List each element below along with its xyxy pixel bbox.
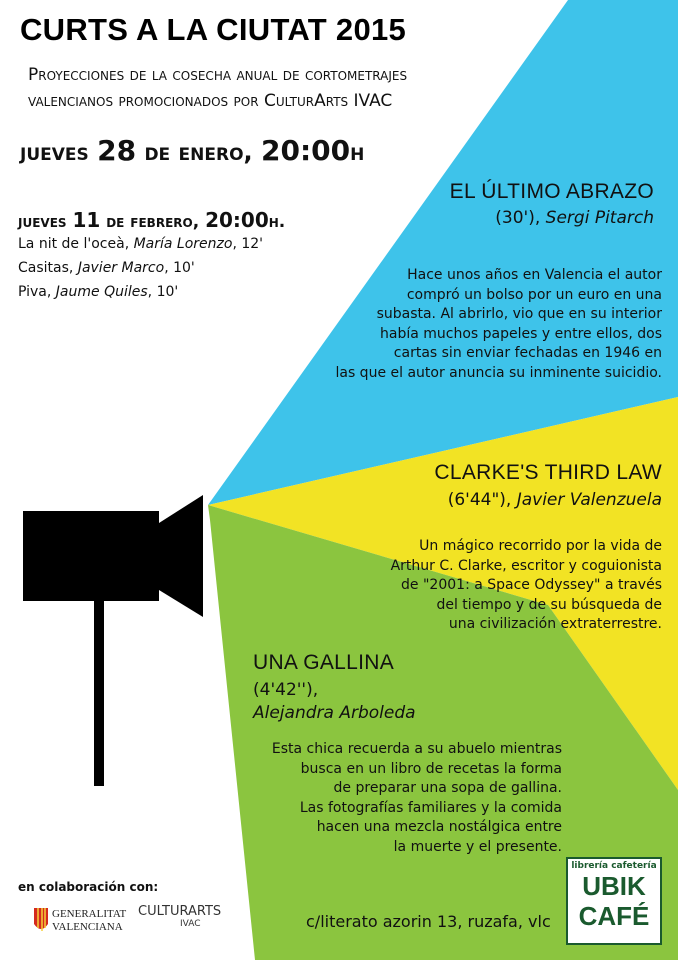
film-3-duration: (4'42''), <box>253 680 319 700</box>
film-duration: , 10' <box>147 284 179 300</box>
film-3-title: UNA GALLINA <box>253 651 395 674</box>
ubik-cafe-logo <box>566 857 662 945</box>
session-1-time: 20:00 <box>261 134 351 167</box>
film-title: Piva <box>18 284 47 300</box>
film-duration: , 12' <box>232 236 264 252</box>
session-2-film-3 <box>18 284 178 300</box>
separator: , <box>46 284 56 300</box>
film-1-description <box>335 266 662 384</box>
film-director: Jaume Quiles <box>55 284 148 300</box>
description-line: hacen una mezcla nostálgica entre <box>316 819 562 836</box>
logo-ca-line-2: IVAC <box>180 919 201 929</box>
camera-icon <box>23 495 203 786</box>
description-line: Un mágico recorrido por la vida de <box>419 538 662 554</box>
page-title: CURTS A LA CIUTAT 2015 <box>20 12 407 47</box>
generalitat-valenciana-logo <box>30 902 126 942</box>
film-director: Javier Marco <box>77 260 165 276</box>
description-line: Arthur C. Clarke, escritor y coguionista <box>390 557 662 574</box>
logo-ca-line-1: CULTURARTS <box>138 904 222 919</box>
address: c/literato azorin 13, ruzafa, vlc <box>306 912 551 931</box>
session-2-day: 11 <box>72 208 101 232</box>
coat-of-arms-icon <box>32 906 50 936</box>
film-title: Casitas <box>18 260 69 276</box>
session-2-weekday: jueves <box>18 212 73 232</box>
session-2-month: de febrero, <box>100 212 206 232</box>
film-3-director: Alejandra Arboleda <box>253 703 416 723</box>
subtitle-line-1: Proyecciones de la cosecha anual de cortometrajes <box>28 65 408 85</box>
session-1-weekday: jueves <box>20 138 98 166</box>
film-2-description <box>391 537 662 635</box>
separator: , <box>124 236 134 252</box>
session-1-month: de enero, <box>136 138 261 166</box>
film-1-director: Sergi Pitarch <box>545 208 654 228</box>
description-line: las que el autor anuncia su inminente suicidio. <box>335 364 662 381</box>
description-line: compró un bolso por un euro en una <box>406 286 662 303</box>
session-1-date <box>20 134 364 167</box>
film-2-duration: (6'44"), <box>447 490 517 510</box>
ubik-name-line-1: UBIK <box>582 871 646 901</box>
session-2-date <box>18 208 285 232</box>
description-line: busca en un libro de recetas la forma <box>300 760 562 777</box>
description-line: de "2001: a Space Odyssey" a través <box>401 577 662 594</box>
description-line: del tiempo y de su búsqueda de <box>436 596 662 613</box>
film-2-meta <box>448 490 662 510</box>
logo-gv-line-1: GENERALITAT <box>52 908 127 920</box>
subtitle-line-2: valencianos promocionados por CulturArts IVAC <box>28 91 393 111</box>
description-line: Hace unos años en Valencia el autor <box>407 267 662 283</box>
ubik-tagline: librería cafetería <box>568 859 660 871</box>
session-1-time-suffix: h <box>350 138 365 166</box>
collaboration-label: en colaboración con: <box>18 880 159 894</box>
description-line: cartas sin enviar fechadas en 1946 en <box>393 345 662 362</box>
film-duration: , 10' <box>164 260 195 276</box>
session-2-film-1 <box>18 236 263 252</box>
logo-gv-line-2: VALENCIANA <box>52 921 123 933</box>
description-line: había muchos papeles y entre ellos, dos <box>380 325 662 342</box>
description-line: subasta. Al abrirlo, vio que en su interior <box>376 306 662 323</box>
separator: , <box>68 260 78 276</box>
film-title: La nit de l'oceà <box>18 236 125 252</box>
description-line: Las fotografías familiares y la comida <box>299 799 562 816</box>
film-1-duration: (30'), <box>495 208 546 228</box>
description-line: Esta chica recuerda a su abuelo mientras <box>271 741 562 757</box>
description-line: la muerte y el presente. <box>393 838 562 855</box>
film-2-title: CLARKE'S THIRD LAW <box>434 461 662 484</box>
description-line: de preparar una sopa de gallina. <box>333 780 562 797</box>
film-2-director: Javier Valenzuela <box>516 490 662 510</box>
session-1-day: 28 <box>97 134 137 167</box>
ubik-name-line-2: CAFÉ <box>578 901 650 931</box>
session-2-time-suffix: h. <box>268 212 286 232</box>
film-director: María Lorenzo <box>133 236 233 252</box>
subtitle <box>28 62 407 114</box>
description-line: una civilización extraterrestre. <box>448 616 662 633</box>
film-3-description <box>272 740 562 858</box>
session-2-film-2 <box>18 260 195 276</box>
session-2-time: 20:00 <box>205 208 269 232</box>
film-1-meta <box>495 208 654 228</box>
film-1-title: EL ÚLTIMO ABRAZO <box>449 180 654 203</box>
culturarts-logo <box>138 904 248 940</box>
